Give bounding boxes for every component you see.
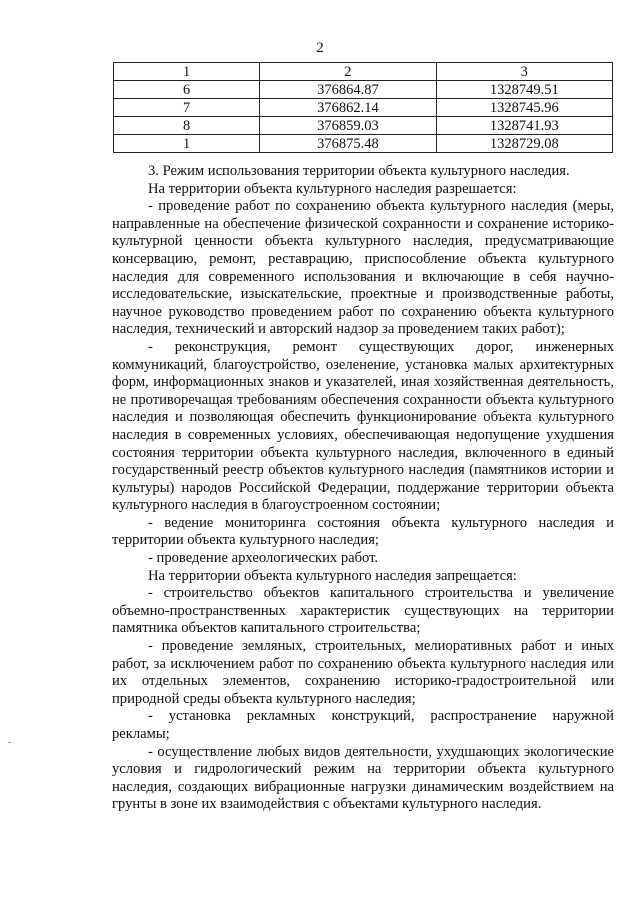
table-cell: 1328745.96 bbox=[436, 99, 612, 117]
allowed-item: - ведение мониторинга состояния объекта культурного наследия и территории объекта культурного наследия; bbox=[112, 514, 614, 549]
table-cell: 8 bbox=[114, 117, 260, 135]
coordinates-table bbox=[113, 62, 613, 153]
table-cell: 1328749.51 bbox=[436, 81, 612, 99]
page-number: 2 bbox=[316, 40, 324, 56]
allowed-item: - реконструкция, ремонт существующих дорог, инженерных коммуникаций, благоустройство, озеленение, установка малых архитектурных форм, информационных знаков и указателей, иная хозяйственная деятельность, не противоречащая требованиям обеспечения сохранности объекта культурного наследия и позволяющая обеспечить функционирование объекта культурного наследия в современных условиях, обеспечивающая недопущение ухудшения состояния территории объекта культурного наследия, включенного в единый государственный реестр объектов культурного наследия (памятников истории и культуры) народов Российской Федерации, поддержание территории объекта культурного наследия в благоустроенном состоянии; bbox=[112, 338, 614, 514]
table-cell: 1 bbox=[114, 135, 260, 153]
table-cell: 6 bbox=[114, 81, 260, 99]
table-cell: 376864.87 bbox=[260, 81, 436, 99]
allowed-intro: На территории объекта культурного наследия разрешается: bbox=[148, 180, 517, 197]
forbidden-item: - осуществление любых видов деятельности, ухудшающих экологические условия и гидрологический режим на территории объекта культурного наследия, создающих вибрационные нагрузки динамическим воздействием на грунты в зоне их взаимодействия с объектами культурного наследия. bbox=[112, 743, 614, 813]
table-header-cell: 1 bbox=[114, 63, 260, 81]
forbidden-item: - установка рекламных конструкций, распространение наружной рекламы; bbox=[112, 708, 614, 742]
table-header-cell: 3 bbox=[436, 63, 612, 81]
table-cell: 376862.14 bbox=[260, 99, 436, 117]
allowed-item: - проведение археологических работ. bbox=[148, 550, 379, 567]
body-text bbox=[112, 163, 614, 814]
forbidden-intro: На территории объекта культурного наследия запрещается: bbox=[148, 567, 517, 584]
forbidden-item: - проведение земляных, строительных, мелиоративных работ и иных работ, за исключением работ по сохранению объекта культурного наследия или их отдельных элементов, сохранению историко-градостроительной или природной среды объекта культурного наследия; bbox=[112, 638, 614, 707]
table-row bbox=[114, 117, 613, 135]
table-cell: 7 bbox=[114, 99, 260, 117]
table-header-row bbox=[114, 63, 613, 81]
table-cell: 1328741.93 bbox=[436, 117, 612, 135]
table-row bbox=[114, 81, 613, 99]
table-cell: 376875.48 bbox=[260, 135, 436, 153]
table-cell: 1328729.08 bbox=[436, 135, 612, 153]
forbidden-item: - строительство объектов капитального строительства и увеличение объемно-пространственных характеристик существующих на территории памятника объектов капитального строительства; bbox=[112, 585, 614, 637]
allowed-item: - проведение работ по сохранению объекта культурного наследия (меры, направленные на обеспечение физической сохранности и сохранение историко-культурной ценности объекта культурного наследия, предусматривающие консервацию, ремонт, реставрацию, приспособление объекта культурного наследия для современного использования и включающие в себя научно-исследовательские, изыскательские, проектные и производственные работы, научное руководство проведением работ по сохранению объекта культурного наследия, технический и авторский надзор за проведением таких работ); bbox=[112, 198, 614, 338]
scan-mark bbox=[8, 742, 11, 743]
table-cell: 376859.03 bbox=[260, 117, 436, 135]
table-row bbox=[114, 99, 613, 117]
table-header-cell: 2 bbox=[260, 63, 436, 81]
section-title: 3. Режим использования территории объекта культурного наследия. bbox=[148, 163, 570, 179]
table-row bbox=[114, 135, 613, 153]
